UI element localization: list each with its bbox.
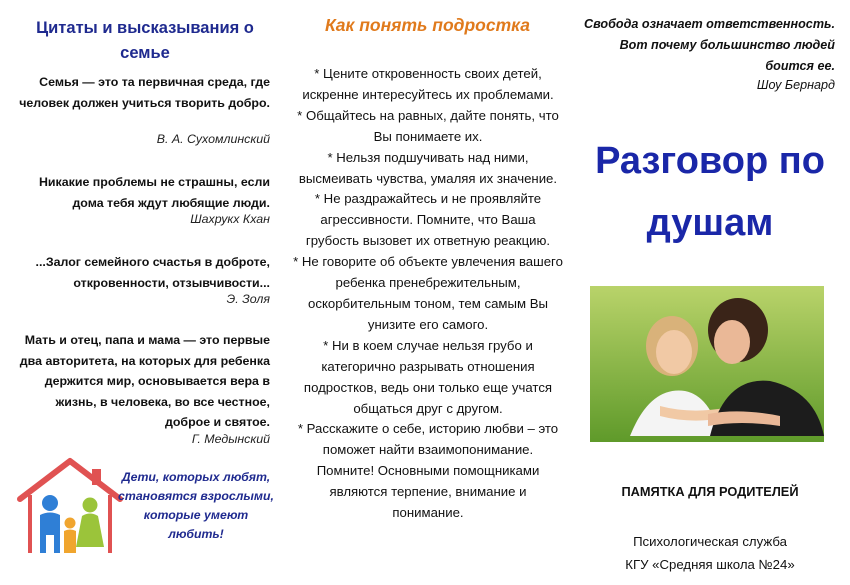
family-house-icon (14, 455, 126, 559)
quote-author: Шахрукх Кхан (190, 212, 270, 226)
quote-author: В. А. Сухомлинский (156, 132, 270, 146)
epigraph-author: Шоу Бернард (756, 78, 835, 92)
left-panel (0, 0, 285, 585)
parents-memo-label: ПАМЯТКА ДЛЯ РОДИТЕЛЕЙ (621, 484, 799, 499)
quote-text: ...Залог семейного счастья в доброте, откровенности, отзывчивости... (35, 255, 270, 290)
right-panel (570, 0, 850, 585)
advice-heading: Как понять подростка (325, 15, 530, 35)
mother-daughter-photo (590, 286, 824, 442)
quote-text: Семья — это та первичная среда, где человек должен учиться творить добро. (19, 75, 270, 110)
quote-author: Э. Золя (226, 292, 270, 306)
children-love-caption: Дети, которых любят, становятся взрослыми, которые умеют любить! (118, 470, 274, 541)
middle-panel (285, 0, 570, 585)
quote-text: Мать и отец, папа и мама — это первые два авторитета, на которых для ребенка держится мир, основывается вера в жизнь, в человека, во все честное, доброе и святое. (19, 333, 270, 429)
epigraph-quote: Свобода означает ответственность. Вот почему большинство людей боится ее. (584, 17, 835, 73)
brochure-title: Разговор по душам (595, 140, 825, 244)
school-line: КГУ «Средняя школа №24» (625, 557, 795, 572)
school-service-credit (570, 530, 850, 576)
service-line: Психологическая служба (633, 534, 787, 549)
advice-list: * Цените откровенность своих детей, искренне интересуйтесь их проблемами. * Общайтесь на равных, дайте понять, что Вы понимаете их. * Нельзя подшучивать над ними, высмеивать чувства, умаляя их значение. * Не раздражайтесь и не проявляйте агрессивности. Помните, что Ваша грубость вызовет их ответную реакцию. * Не говорите об объекте увлечения вашего ребенка пренебрежительным, оскорбительным тоном, тем самым Вы унизите его самого. * Ни в коем случае нельзя грубо и категорично разрывать отношения подростков, ведь они только еще учатся общаться друг с другом. * Расскажите о себе, историю любви – это поможет найти взаимопонимание. Помните! Основными помощниками являются терпение, внимание и понимание. (293, 66, 563, 521)
quote-author: Г. Медынский (191, 432, 270, 446)
quote-text: Никакие проблемы не страшны, если дома тебя ждут любящие люди. (38, 175, 270, 210)
quotes-heading: Цитаты и высказывания о семье (36, 19, 254, 62)
